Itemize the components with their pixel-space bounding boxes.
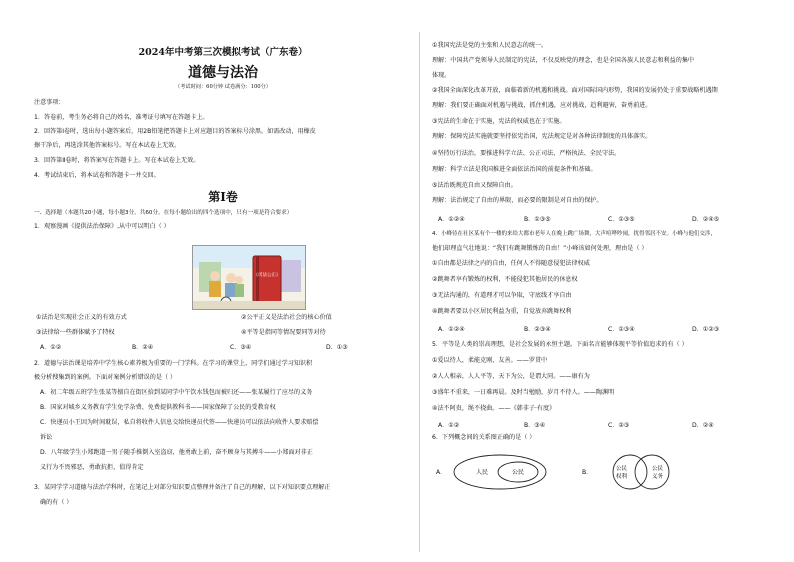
q4-option: ①自由都是法律之内的自由，任何人不得随意侵犯法律权威	[432, 260, 590, 267]
venn-right-label-line1: 公民	[652, 466, 664, 472]
q6-diagram-b	[594, 452, 694, 492]
q4-option: ④跳舞者要以小区居民利益为重，自觉放弃跳舞权利	[432, 308, 572, 315]
venn-right-label-line2: 义务	[652, 474, 664, 480]
q5-stem: 5．平等是人类的崇高理想，是社会发展的永恒主题。下面名言能够体现平等价值追求的有（ ）	[432, 341, 688, 348]
comic-illustration	[193, 246, 305, 309]
venn-left-label-line2: 权利	[616, 474, 628, 480]
q1-option: ③法律给一些群体赋予了特权	[36, 329, 115, 336]
q1-option: ②公平正义是法治社会的核心价值	[241, 314, 332, 321]
section-title: 一、选择题（本题共20小题，每小题3分，共60分。在每小题给出的四个选项中，只有一项是符合要求）	[34, 210, 293, 216]
q3-item: 理解：我们要正确面对机遇与挑战，抓住机遇，应对挑战，趋利避害，奋勇前进。	[432, 102, 652, 109]
q2-line: 2．道德与法治课是培养中学生核心素养极为重要的一门学科。在学习的课堂上，同学们通过学习知识积	[34, 360, 313, 367]
venn-inner-label: 公民	[512, 469, 525, 476]
q1-choice-d: D．①③	[326, 344, 348, 351]
q2-line: 诉讼	[40, 434, 53, 441]
q4-choice-d: D．①②③	[692, 326, 720, 333]
q5-choice-c: C．②③	[608, 422, 630, 429]
q2-line: B．国家对城乡义务教育学生免学杂费、免费提供教科书——国家保障了公民的受教育权	[40, 404, 276, 411]
q3-item: ④坚持厉行法治，要推进科学立法、公正司法、严格执法、全民守法。	[432, 150, 621, 157]
q1-choice-a: A．①②	[40, 344, 62, 351]
exam-title: 2024年中考第三次模拟考试（广东卷）	[138, 47, 308, 58]
q4-choice-c: C．①③④	[608, 326, 635, 333]
q3-item: ①我国宪法是党的主张和人民意志的统一。	[432, 42, 548, 49]
q2-line: 义行为不畏邪恶，勇敢抗拒，值得肯定	[40, 464, 144, 471]
q5-option: ①爱以待人，柔能克刚，友善。——罗贯中	[432, 357, 548, 364]
q6-stem: 6．下列概念间的关系图正确的是（ ）	[432, 434, 536, 441]
q1-choice-c: C．③④	[230, 344, 252, 351]
q5-choice-a: A．①②	[438, 422, 460, 429]
q5-option: ②人人相亲，人人平等，天下为公，是谓大同。——康有为	[432, 373, 590, 380]
q4-choice-a: A．①②④	[438, 326, 465, 333]
q1-choice-b: B．②④	[132, 344, 154, 351]
q4-line: 4．小峰待在社区某有个一楼的来给大都市老年人在晚上跳广场舞，大声喧哗吵闹，扰得邻居不安。小峰与他们交涉，	[432, 231, 717, 237]
q3-item: ③宪法的生命在于实施，宪法的权威也在于实施。	[432, 118, 566, 125]
venn-left-label-line1: 公民	[616, 466, 628, 472]
q2-line: D．八年级学生小郑跑道一男子随手推倒入室盗窃，他勇敢上前，奋不顾身与其搏斗——小郑面对非正	[40, 449, 313, 456]
q5-choice-d: D．②④	[692, 422, 714, 429]
volume-title: 第Ⅰ卷	[208, 190, 238, 204]
q3-choice-d: D．②④⑤	[692, 216, 720, 223]
comic-caption: 《司法公正》	[253, 273, 281, 278]
q3-item: 理解：中国共产党领导人民制定的宪法，不仅反映党的理念，也是全国各族人民意志和利益的集中	[432, 57, 695, 64]
venn-outer-label: 人民	[476, 469, 489, 476]
venn-right-circle	[635, 455, 669, 489]
q1-stem: 1．观察漫画《提供法治保障》,从中可以明白（ ）	[34, 223, 170, 230]
q6-choice-a-label: A．	[436, 469, 447, 476]
note-item: 2．回答第Ⅰ卷时，选出每小题答案后，用2B铅笔把答题卡上对应题目的答案标号涂黑。如需改动，用橡皮	[34, 128, 316, 135]
note-item: 3．回答第Ⅱ卷时，将答案写在答题卡上。写在本试卷上无效。	[34, 157, 200, 164]
q4-line: 他们却理直气壮地说：“我们有跳舞锻炼的自由！”小峰该如何处理，理由是（ ）	[432, 245, 648, 252]
q3-choice-b: B．①③⑤	[524, 216, 551, 223]
q4-option: ③无法沟通的，有道理才可以争取，守底线才享自由	[432, 292, 572, 299]
q3-item: ②我国全面深化改革开放，面临着新的机遇和挑战。面对国际国内形势，我国的发展仍处于重要战略机遇期	[432, 87, 718, 94]
q3-line: 3．某同学学习道德与法治学科时，在笔记上对部分知识要点整理并备注了自己的理解，以下对知识要点理解正	[34, 484, 331, 491]
column-divider	[419, 32, 420, 552]
q2-line: A．初二年级五班学生张某等擅自在街区拾到某同学中午饮水钱包而被归还——张某履行了应尽的义务	[40, 389, 313, 396]
q3-item: ⑤法治既规范自由又保障自由。	[432, 182, 517, 189]
q3-choice-a: A．①②④	[438, 216, 465, 223]
venn-outer-ellipse	[454, 455, 546, 489]
note-item: 擦干净后，再选涂其他答案标号。写在本试卷上无效。	[34, 142, 181, 149]
q3-line: 确的有（ ）	[40, 499, 73, 506]
comic-image	[192, 245, 306, 310]
q3-item: 体现。	[432, 72, 451, 79]
q4-option: ②跳舞者享有锻炼的权利，不能侵犯其他居民的休息权	[432, 276, 578, 283]
q3-item: 理解：科学立法是我国推进全面依法治国的前提条件和基础。	[432, 166, 597, 173]
q2-line: 极分析搜集到的案例。下面对案例分析错误的是（ ）	[34, 374, 177, 381]
subject-title: 道德与法治	[188, 65, 258, 81]
venn-left-circle	[613, 455, 647, 489]
q1-option: ④平等是指同等情况要同等对待	[241, 329, 326, 336]
exam-info: （考试时间：60分钟 试卷满分：100分）	[175, 84, 271, 90]
q1-option: ①法治是实现社会正义的有效方式	[36, 314, 127, 321]
q3-choice-c: C．①③⑤	[608, 216, 635, 223]
notes-heading: 注意事项：	[34, 99, 65, 106]
note-item: 1．答卷前，考生务必将自己的姓名、准考证号填写在答题卡上。	[34, 114, 209, 121]
q3-item: 理解：保障宪法实施就要坚持依宪治国，宪法规定是对各种法律制度的具体落实。	[432, 133, 652, 140]
note-item: 4．考试结束后，将本试卷和答题卡一并交回。	[34, 172, 160, 179]
q5-option: ③盛年不重来，一日难再晨。及时当勉励，岁月不待人。——陶渊明	[432, 389, 615, 396]
q5-choice-b: B．③④	[524, 422, 546, 429]
q6-diagram-a	[450, 452, 560, 492]
q3-item: 理解：法治规定了自由的界限，而必要的限制是对自由的保护。	[432, 197, 603, 204]
q2-line: C．快递员小王因为时间耽误，私自将收件人信息交给快递员代签——快递员可以依法向收件人要求赔偿	[40, 419, 319, 426]
q6-choice-b-label: B．	[582, 469, 593, 476]
q4-choice-b: B．②③④	[524, 326, 551, 333]
q5-option: ④法不阿贵，绳不挠曲。——《韩非子·有度》	[432, 405, 556, 412]
